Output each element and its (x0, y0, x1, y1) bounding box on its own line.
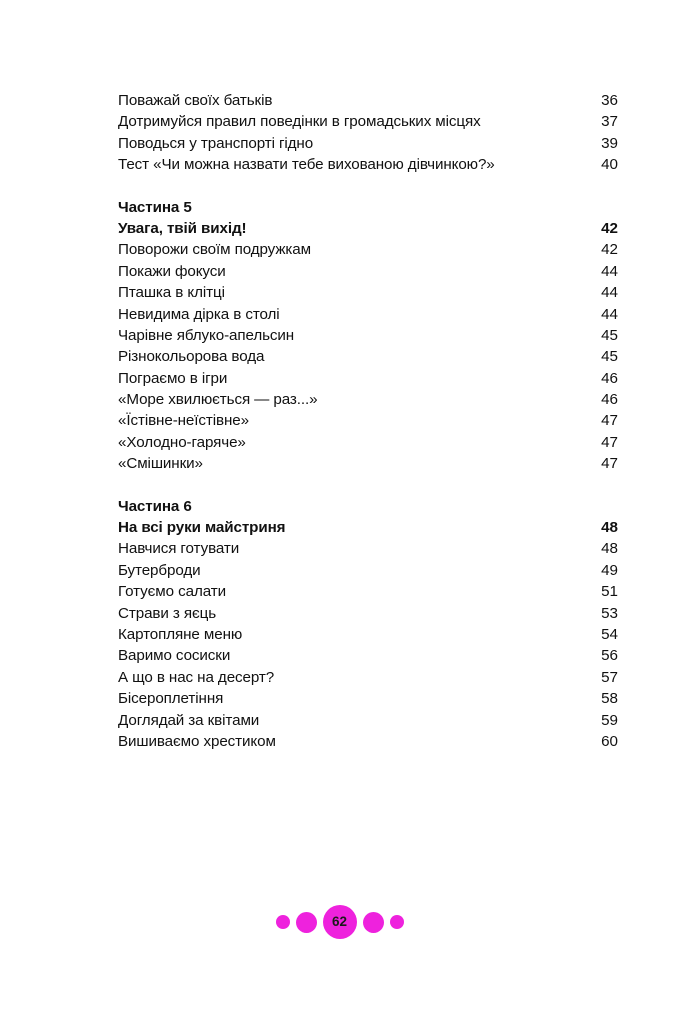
toc-entry-page-number: 45 (601, 348, 618, 366)
toc-entry[interactable] (118, 325, 618, 346)
toc-entry-page-number: 59 (601, 711, 618, 729)
ornament-dot-1 (276, 915, 290, 929)
toc-entry[interactable] (118, 261, 618, 282)
ornament-dot-4 (363, 912, 384, 933)
toc-entry[interactable] (118, 282, 618, 303)
page-number-badge (323, 905, 357, 939)
toc-entry-title: Картопляне меню (118, 625, 243, 643)
toc-group (118, 90, 618, 176)
toc-entry-page-number: 46 (601, 369, 618, 387)
toc-entry[interactable] (118, 133, 618, 154)
toc-entry-title: Бісероплетіння (118, 690, 224, 708)
toc-entry[interactable] (118, 111, 618, 132)
table-of-contents (118, 90, 618, 752)
toc-entry[interactable] (118, 731, 618, 752)
toc-entry-title: Різнокольорова вода (118, 348, 265, 366)
toc-entry-title: Увага, твій вихід! (118, 219, 247, 237)
toc-entry-page-number: 39 (601, 134, 618, 152)
toc-entry[interactable] (118, 453, 618, 474)
ornament-dot-5 (390, 915, 404, 929)
toc-entry-title: А що в нас на десерт? (118, 668, 275, 686)
toc-entry[interactable] (118, 538, 618, 559)
toc-entry-page-number: 56 (601, 647, 618, 665)
toc-entry-page-number: 45 (601, 326, 618, 344)
toc-entry-page-number: 47 (601, 433, 618, 451)
toc-part-heading[interactable] (118, 197, 618, 218)
toc-entry[interactable] (118, 688, 618, 709)
toc-entry[interactable] (118, 304, 618, 325)
toc-group-gap (118, 176, 618, 197)
toc-entry-title: Поважай своїх батьків (118, 92, 273, 109)
toc-entry[interactable] (118, 90, 618, 111)
toc-entry[interactable] (118, 667, 618, 688)
toc-section-heading[interactable] (118, 218, 618, 239)
toc-entry-title: Частина 5 (118, 198, 192, 216)
toc-entry-title: «Холодно-гаряче» (118, 433, 246, 451)
toc-entry-page-number: 36 (601, 92, 618, 109)
toc-entry-title: Доглядай за квітами (118, 711, 260, 729)
toc-entry-page-number: 53 (601, 604, 618, 622)
toc-entry-title: Готуємо салати (118, 583, 226, 601)
toc-group (118, 197, 618, 475)
toc-entry-page-number: 44 (601, 262, 618, 280)
toc-entry[interactable] (118, 581, 618, 602)
toc-entry[interactable] (118, 710, 618, 731)
toc-entry[interactable] (118, 389, 618, 410)
toc-entry-page-number: 54 (601, 625, 618, 643)
footer-page-ornament (0, 898, 679, 946)
toc-entry-title: На всі руки майстриня (118, 519, 286, 537)
toc-entry-title: Страви з яєць (118, 604, 217, 622)
toc-entry-title: Поводься у транспорті гідно (118, 134, 314, 152)
toc-entry-title: Вишиваємо хрестиком (118, 732, 276, 750)
toc-entry-title: Пограємо в ігри (118, 369, 228, 387)
toc-entry-title: Тест «Чи можна назвати тебе вихованою дівчинкою?» (118, 156, 495, 174)
toc-entry-title: «Їстівне-неїстівне» (118, 412, 249, 430)
toc-entry-page-number: 46 (601, 391, 618, 409)
toc-entry-page-number: 37 (601, 113, 618, 131)
toc-entry[interactable] (118, 645, 618, 666)
toc-entry-title: Пташка в клітці (118, 284, 225, 302)
toc-entry-page-number: 47 (601, 412, 618, 430)
toc-entry[interactable] (118, 346, 618, 367)
toc-entry-page-number: 51 (601, 583, 618, 601)
toc-entry[interactable] (118, 432, 618, 453)
toc-entry-page-number: 40 (601, 156, 618, 174)
toc-entry-title: Невидима дірка в столі (118, 305, 280, 323)
toc-entry-page-number: 42 (601, 241, 618, 259)
toc-group-gap (118, 475, 618, 496)
toc-entry-title: Покажи фокуси (118, 262, 226, 280)
page-number-label: 62 (331, 914, 348, 930)
toc-entry-title: Навчися готувати (118, 540, 240, 558)
toc-entry-title: «Смішинки» (118, 455, 203, 473)
toc-entry-title: Частина 6 (118, 497, 192, 515)
toc-entry[interactable] (118, 603, 618, 624)
toc-entry[interactable] (118, 154, 618, 175)
toc-entry[interactable] (118, 239, 618, 260)
toc-entry[interactable] (118, 624, 618, 645)
toc-entry-title: Чарівне яблуко-апельсин (118, 326, 295, 344)
toc-entry-title: Бутерброди (118, 561, 201, 579)
toc-part-heading[interactable] (118, 496, 618, 517)
ornament-dot-2 (296, 912, 317, 933)
toc-entry-page-number: 58 (601, 690, 618, 708)
toc-entry-title: Варимо сосиски (118, 647, 231, 665)
toc-entry-title: «Море хвилюється — раз...» (118, 391, 318, 409)
toc-entry-page-number: 49 (601, 561, 618, 579)
toc-entry-page-number: 47 (601, 455, 618, 473)
toc-entry-page-number: 57 (601, 668, 618, 686)
toc-entry-page-number: 48 (601, 540, 618, 558)
toc-group (118, 496, 618, 753)
toc-section-heading[interactable] (118, 517, 618, 538)
toc-entry-page-number: 60 (601, 732, 618, 750)
toc-entry[interactable] (118, 410, 618, 431)
toc-entry[interactable] (118, 368, 618, 389)
toc-entry-page-number: 42 (601, 219, 618, 237)
toc-entry-page-number: 44 (601, 305, 618, 323)
toc-entry-page-number: 48 (601, 519, 618, 537)
toc-entry-title: Поворожи своїм подружкам (118, 241, 311, 259)
toc-entry-title: Дотримуйся правил поведінки в громадських місцях (118, 113, 481, 131)
toc-entry-page-number: 44 (601, 284, 618, 302)
toc-entry[interactable] (118, 560, 618, 581)
